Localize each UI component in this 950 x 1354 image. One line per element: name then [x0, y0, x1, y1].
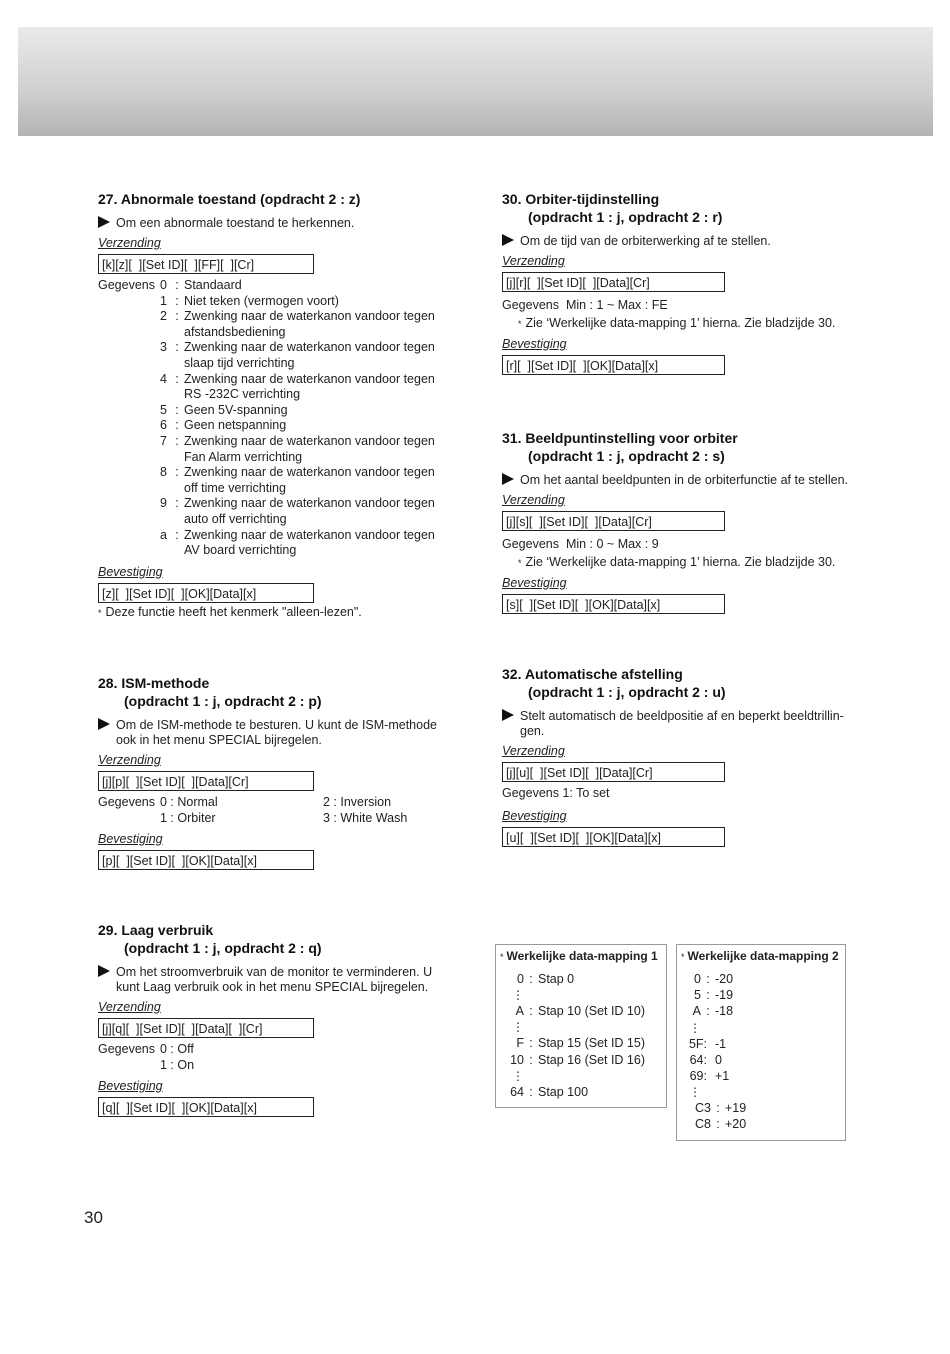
list-item: 4 : Zwenking naar de waterkanon vandoor tegen — [160, 371, 435, 386]
arrow-right-icon — [98, 718, 110, 730]
list-item: 8 : Zwenking naar de waterkanon vandoor tegen — [160, 465, 435, 480]
mapping-note: * Zie ‘Werkelijke data-mapping 1’ hierna. Zie bladzijde 30. — [518, 554, 836, 569]
vertical-ellipsis-icon: ⋮ — [689, 1020, 701, 1035]
section-description: Om een abnormale toestand te herkennen. — [98, 216, 468, 231]
section-29 — [98, 921, 468, 1117]
section-title: 27. Abnormale toestand (opdracht 2 : z) — [98, 191, 361, 207]
vertical-ellipsis-icon: ⋮ — [689, 1085, 701, 1100]
header-band — [18, 27, 933, 136]
list-item: 0 : Stap 0 — [517, 972, 575, 986]
data-value: Gegevens 1: To set — [502, 786, 610, 800]
list-item: 64: 0 — [689, 1052, 722, 1067]
section-31 — [502, 429, 872, 614]
data-mapping-1: * Werkelijke data-mapping 1 0 : Stap 0 ⋮ A : Stap 10 (Set ID 10) ⋮ F : Stap 15 (Set ID 15) 10 : Stap 16 (Set ID 16) ⋮ 64 : Stap 100 — [495, 944, 667, 1108]
data-mapping-2: * Werkelijke data-mapping 2 0 : -20 5 : -19 A : -18 ⋮ 5F: -1 64: 0 69: +1 ⋮ C3 : +19 C8 : +20 — [676, 944, 846, 1141]
list-item: Fan Alarm verrichting — [184, 449, 303, 464]
section-30 — [502, 190, 872, 375]
transmission-label: Verzending — [98, 753, 161, 767]
data-rows — [98, 294, 468, 559]
list-item: 2 : Zwenking naar de waterkanon vandoor tegen — [160, 309, 435, 324]
transmission-command: [k][z][ ][Set ID][ ][FF][ ][Cr] — [98, 254, 314, 274]
list-item: C8 : +20 — [695, 1117, 747, 1132]
page-number: 30 — [84, 1208, 103, 1227]
transmission-command: [j][q][ ][Set ID][ ][Data][ ][Cr] — [98, 1018, 314, 1038]
list-item: AV board verrichting — [184, 543, 297, 558]
section-subtitle: (opdracht 1 : j, opdracht 2 : r) — [528, 209, 723, 225]
section-subtitle: (opdracht 1 : j, opdracht 2 : u) — [528, 684, 726, 700]
arrow-right-icon — [502, 709, 514, 721]
list-item: 69: +1 — [689, 1069, 730, 1084]
section-subtitle: (opdracht 1 : j, opdracht 2 : s) — [528, 448, 725, 464]
arrow-right-icon — [98, 965, 110, 977]
list-item: 7 : Zwenking naar de waterkanon vandoor tegen — [160, 433, 435, 448]
ack-command: [q][ ][Set ID][ ][OK][Data][x] — [98, 1097, 314, 1117]
list-item: F : Stap 15 (Set ID 15) — [516, 1036, 646, 1051]
arrow-right-icon — [502, 473, 514, 485]
section-title: 30. Orbiter-tijdinstelling — [502, 191, 660, 207]
data-list: Gegevens 0 : Off 1 : On — [98, 1042, 195, 1072]
section-description: Om de ISM-methode te besturen. U kunt de ISM-methode ook in het menu SPECIAL bijregelen. — [98, 718, 468, 748]
ack-label: Bevestiging — [502, 575, 567, 590]
list-item: 64 : Stap 100 — [510, 1084, 589, 1099]
list-item: auto off verrichting — [184, 511, 287, 526]
ack-label: Bevestiging — [98, 564, 163, 579]
list-item: RS -232C verrichting — [184, 387, 301, 402]
section-title: 28. ISM-methode — [98, 675, 210, 691]
list-item: 1 : Niet teken (vermogen voort) — [160, 293, 339, 308]
read-only-note: * Deze functie heeft het kenmerk "alleen-lezen". — [98, 604, 362, 619]
section-27 — [98, 190, 468, 621]
transmission-command: [j][r][ ][Set ID][ ][Data][Cr] — [502, 272, 725, 292]
section-description: Om het aantal beeldpunten in de orbiterfunctie af te stellen. — [502, 473, 872, 488]
data-range: Gegevens Min : 0 ~ Max : 9 — [502, 537, 659, 551]
ack-command: [u][ ][Set ID][ ][OK][Data][x] — [502, 827, 725, 847]
section-description: Om de tijd van de orbiterwerking af te stellen. — [502, 234, 872, 249]
section-description: Om het stroomverbruik van de monitor te verminderen. U kunt Laag verbruik ook in het menu SPECIAL bijregelen. — [98, 965, 468, 995]
list-item: A : -18 — [692, 1004, 734, 1019]
transmission-label: Verzending — [502, 744, 565, 758]
transmission-label: Verzending — [502, 493, 565, 507]
list-item: Gegevens 0 : Standaard — [98, 278, 242, 292]
section-subtitle: (opdracht 1 : j, opdracht 2 : p) — [124, 693, 322, 709]
mapping-note: * Zie ‘Werkelijke data-mapping 1’ hierna. Zie bladzijde 30. — [518, 315, 836, 330]
ack-label: Bevestiging — [98, 832, 163, 846]
list-item: 10 : Stap 16 (Set ID 16) — [510, 1052, 646, 1067]
ack-command: [s][ ][Set ID][ ][OK][Data][x] — [502, 594, 725, 614]
list-item: 5 : -19 — [694, 988, 734, 1003]
ack-label: Bevestiging — [98, 1079, 163, 1093]
section-title: 29. Laag verbruik — [98, 922, 214, 938]
ack-label: Bevestiging — [502, 808, 567, 823]
section-subtitle: (opdracht 1 : j, opdracht 2 : q) — [124, 940, 322, 956]
list-item: a : Zwenking naar de waterkanon vandoor tegen — [160, 527, 435, 542]
list-item: A : Stap 10 (Set ID 10) — [515, 1004, 646, 1019]
vertical-ellipsis-icon: ⋮ — [512, 1020, 524, 1035]
data-range: Gegevens Min : 1 ~ Max : FE — [502, 298, 668, 312]
section-title: 32. Automatische afstelling — [502, 666, 683, 682]
list-item: C3 : +19 — [695, 1101, 747, 1116]
transmission-label: Verzending — [502, 254, 565, 268]
arrow-right-icon — [98, 216, 110, 228]
list-item: 3 : Zwenking naar de waterkanon vandoor tegen — [160, 340, 435, 355]
data-list — [98, 278, 468, 559]
list-item: off time verrichting — [184, 480, 286, 495]
arrow-right-icon — [502, 234, 514, 246]
section-32 — [502, 665, 872, 847]
section-28 — [98, 674, 468, 870]
list-item: 5 : Geen 5V-spanning — [160, 402, 288, 417]
vertical-ellipsis-icon: ⋮ — [512, 1068, 524, 1083]
section-description: Stelt automatisch de beeldpositie af en beperkt beeldtrillin- gen. — [502, 709, 872, 739]
transmission-command: [j][p][ ][Set ID][ ][Data][Cr] — [98, 771, 314, 791]
list-item: 9 : Zwenking naar de waterkanon vandoor tegen — [160, 496, 435, 511]
list-item: 5F: -1 — [688, 1036, 727, 1051]
ack-command: [p][ ][Set ID][ ][OK][Data][x] — [98, 850, 314, 870]
transmission-label: Verzending — [98, 236, 161, 250]
data-list: Gegevens 0 : Normal 1 : Orbiter 2 : Inversion 3 : White Wash — [98, 795, 408, 825]
list-item: 6 : Geen netspanning — [160, 418, 287, 433]
transmission-command: [j][s][ ][Set ID][ ][Data][Cr] — [502, 511, 725, 531]
transmission-command: [j][u][ ][Set ID][ ][Data][Cr] — [502, 762, 725, 782]
ack-command: [r][ ][Set ID][ ][OK][Data][x] — [502, 355, 725, 375]
list-item: afstandsbediening — [184, 324, 286, 339]
section-title: 31. Beeldpuntinstelling voor orbiter — [502, 430, 738, 446]
ack-command: [z][ ][Set ID][ ][OK][Data][x] — [98, 583, 314, 603]
transmission-label: Verzending — [98, 1000, 161, 1014]
list-item: 0 : -20 — [694, 972, 734, 986]
list-item: slaap tijd verrichting — [184, 355, 295, 370]
vertical-ellipsis-icon: ⋮ — [512, 988, 524, 1003]
ack-label: Bevestiging — [502, 336, 567, 351]
